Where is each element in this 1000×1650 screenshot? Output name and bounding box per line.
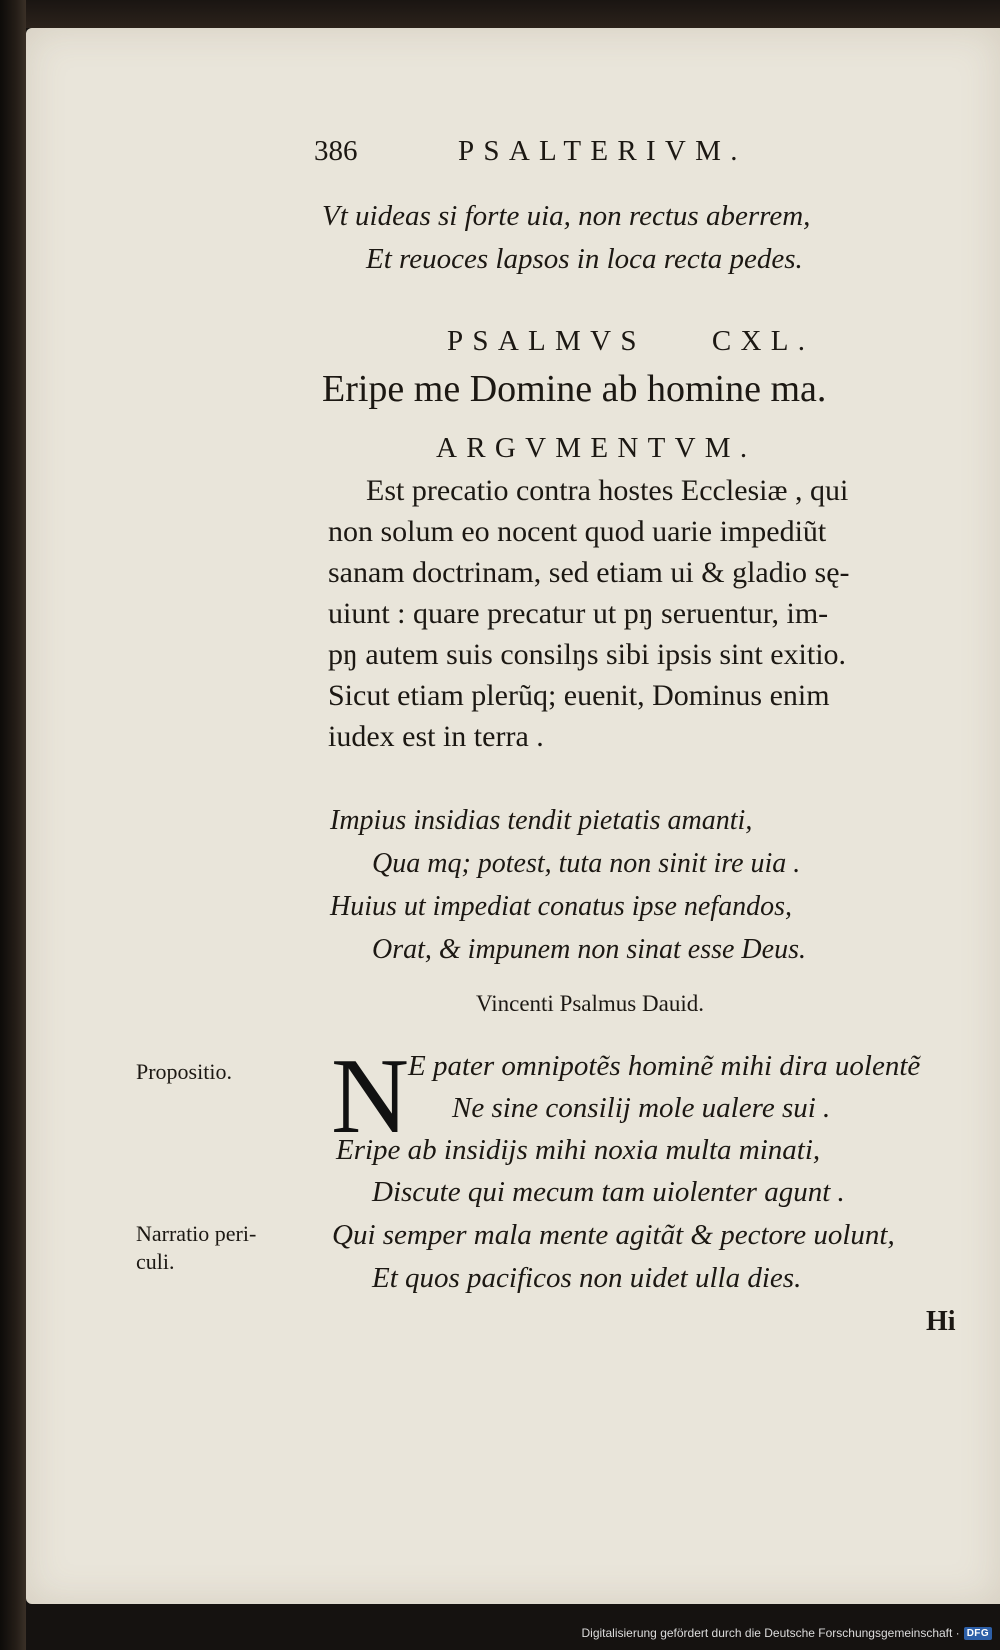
argument-line-1: Est precatio contra hostes Ecclesiæ , qui — [366, 474, 849, 507]
running-title: PSALTERIVM. — [458, 135, 747, 167]
summary-verse-line-4: Orat, & impunem non sinat esse Deus. — [372, 934, 806, 965]
poem-line-3: Eripe ab insidijs mihi noxia multa minati, — [336, 1134, 821, 1166]
page-top-edge — [26, 0, 1000, 28]
argument-line-3: sanam doctrinam, sed etiam ui & gladio sę- — [328, 556, 850, 589]
summary-verse-line-3: Huius ut impediat conatus ipse nefandos, — [330, 891, 792, 922]
argument-line-7: iudex est in terra . — [328, 720, 544, 753]
opening-verse-line-2: Et reuoces lapsos in loca recta pedes. — [366, 243, 803, 275]
dedication: Vincenti Psalmus Dauid. — [476, 991, 704, 1016]
psalm-incipit: Eripe me Domine ab homine ma. — [322, 368, 827, 410]
argument-line-5: pŋ autem suis consilŋs sibi ipsis sint exitio. — [328, 638, 847, 671]
argument-line-6: Sicut etiam plerũq; euenit, Dominus enim — [328, 679, 830, 712]
argument-line-2: non solum eo nocent quod uarie impediũt — [328, 515, 827, 548]
credit-text: Digitalisierung gefördert durch die Deutsche Forschungsgemeinschaft · — [581, 1626, 960, 1640]
digitization-credit — [581, 1626, 992, 1640]
poem-line-5: Qui semper mala mente agitãt & pectore uolunt, — [332, 1219, 895, 1251]
margin-note-propositio: Propositio. — [136, 1059, 232, 1084]
poem-line-6: Et quos pacificos non uidet ulla dies. — [372, 1262, 802, 1294]
dfg-logo: DFG — [964, 1627, 992, 1640]
argument-heading: ARGVMENTVM. — [436, 432, 757, 464]
summary-verse-line-1: Impius insidias tendit pietatis amanti, — [330, 805, 753, 836]
poem-line-4: Discute qui mecum tam uiolenter agunt . — [372, 1176, 845, 1208]
poem-line-2: Ne sine consilij mole ualere sui . — [452, 1092, 831, 1124]
poem-line-1: E pater omnipotẽs hominẽ mihi dira uolentẽ — [408, 1050, 921, 1082]
book-spine-edge — [0, 0, 26, 1650]
summary-verse-line-2: Qua mq; potest, tuta non sinit ire uia . — [372, 848, 801, 879]
psalm-heading: PSALMVS CXL. — [447, 325, 815, 357]
margin-note-narratio-line-2: culi. — [136, 1249, 175, 1274]
catchword: Hi — [926, 1306, 956, 1337]
drop-cap: N — [331, 1037, 409, 1156]
opening-verse-line-1: Vt uideas si forte uia, non rectus aberrem, — [322, 200, 811, 232]
page-number: 386 — [314, 135, 358, 167]
argument-line-4: uiunt : quare precatur ut pŋ seruentur, im- — [328, 597, 829, 630]
margin-note-narratio-line-1: Narratio peri- — [136, 1221, 257, 1246]
